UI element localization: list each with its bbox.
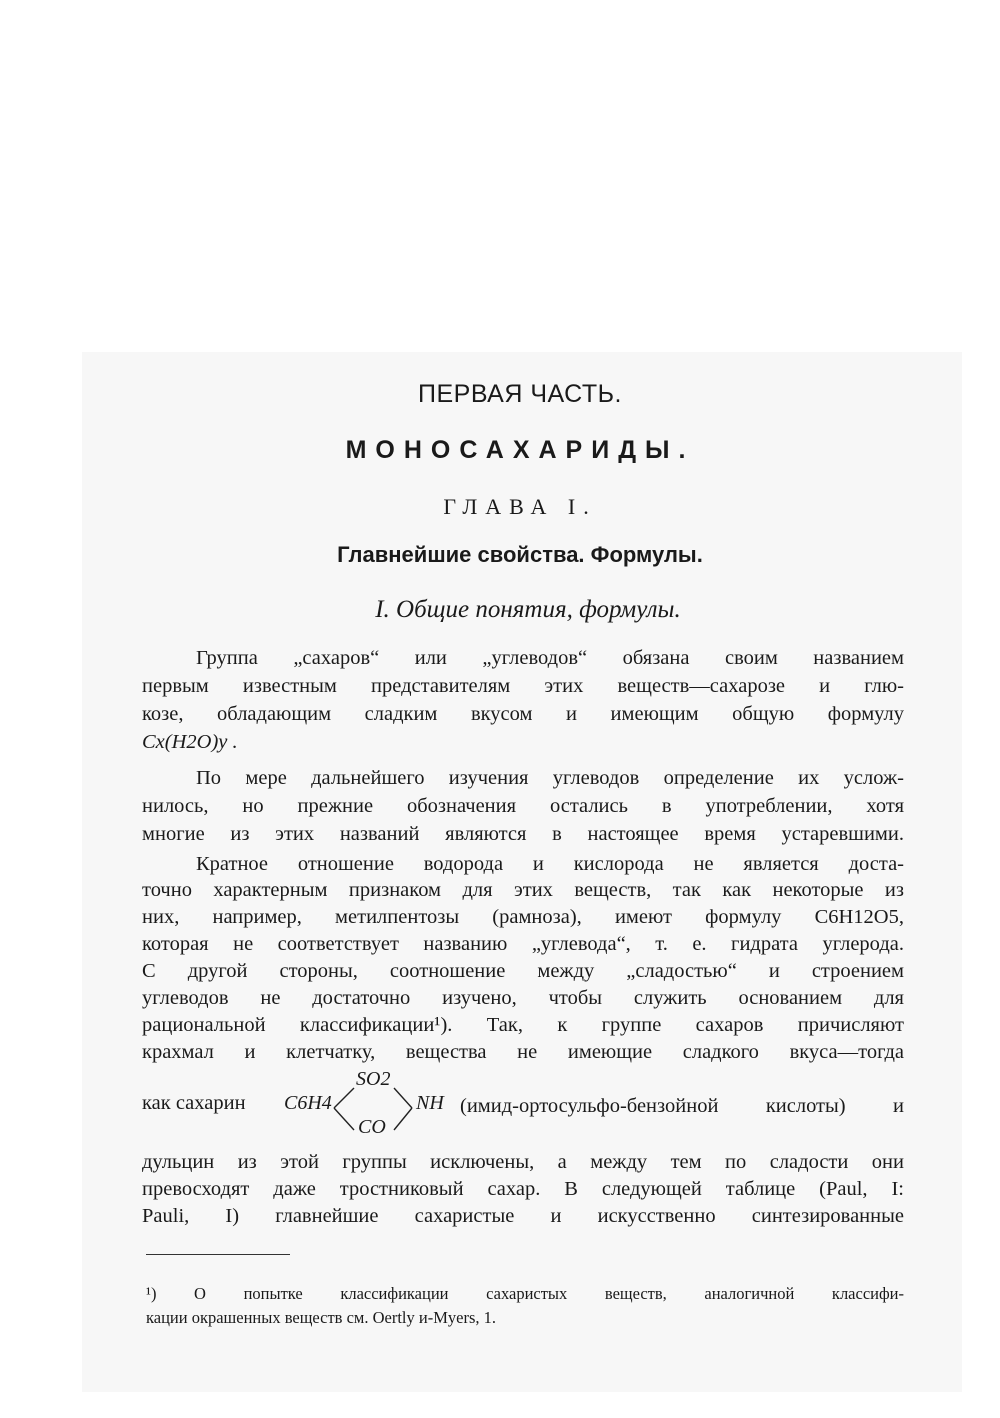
- footnote-line: ¹) О попытке классификации сахаристых веществ, аналогичной классифи-: [146, 1284, 904, 1303]
- text-line: Кратное отношение водорода и кислорода не является доста-: [196, 853, 904, 875]
- text-line: превосходят даже тростниковый сахар. В следующей таблице (Paul, I:: [142, 1178, 904, 1200]
- formula-suffix: (имид-ортосульфо-бензойной кислоты) и: [460, 1095, 904, 1117]
- text-line: дульцин из этой группы исключены, а между тем по сладости они: [142, 1151, 904, 1173]
- ring-bonds-graphic: [330, 1076, 420, 1140]
- text-line: углеводов не достаточно изучено, чтобы служить основанием для: [142, 987, 904, 1009]
- text-line: первым известным представителям этих веществ—сахарозе и глю-: [142, 675, 904, 697]
- text-line: которая не соответствует названию „углевода“, т. е. гидрата углерода.: [142, 933, 904, 955]
- chapter-title: Главнейшие свойства. Формулы.: [337, 542, 703, 567]
- text-line: С другой стороны, соотношение между „сладостью“ и строением: [142, 960, 904, 982]
- text-line: них, например, метилпентозы (рамноза), имеют формулу C6H12O5,: [142, 906, 904, 928]
- chapter-heading: ГЛАВА I.: [443, 494, 597, 519]
- text-line: Группа „сахаров“ или „углеводов“ обязана своим названием: [196, 647, 904, 669]
- footnote-rule: [146, 1254, 290, 1255]
- text-line: нилось, но прежние обозначения остались в употреблении, хотя: [142, 795, 904, 817]
- text-line: козе, обладающим сладким вкусом и имеющим общую формулу: [142, 703, 904, 725]
- text-line: точно характерным признаком для этих веществ, так как некоторые из: [142, 879, 904, 901]
- text-line: крахмал и клетчатку, вещества не имеющие сладкого вкуса—тогда: [142, 1041, 904, 1063]
- footnote-line: кации окрашенных веществ см. Oertly и-Myers, 1.: [146, 1308, 497, 1327]
- text-line: Pauli, I) главнейшие сахаристые и искусственно синтезированные: [142, 1205, 904, 1227]
- formula-prefix: как сахарин: [142, 1092, 246, 1114]
- text-line: По мере дальнейшего изучения углеводов определение их услож-: [196, 767, 904, 789]
- formula-nh: NH: [416, 1092, 444, 1114]
- subsection-title: I. Общие понятия, формулы.: [375, 596, 681, 623]
- text-line: Cx(H2O)y .: [142, 731, 238, 753]
- section-title: МОНОСАХАРИДЫ.: [345, 436, 695, 464]
- part-title: ПЕРВАЯ ЧАСТЬ.: [418, 380, 622, 408]
- formula-top-group: SO2: [356, 1068, 391, 1090]
- text-line: рациональной классификации¹). Так, к группе сахаров причисляют: [142, 1014, 904, 1036]
- formula-bottom-group: CO: [358, 1116, 386, 1138]
- text-line: многие из этих названий являются в настоящее время устаревшими.: [142, 823, 904, 845]
- formula-core: C6H4: [284, 1092, 332, 1114]
